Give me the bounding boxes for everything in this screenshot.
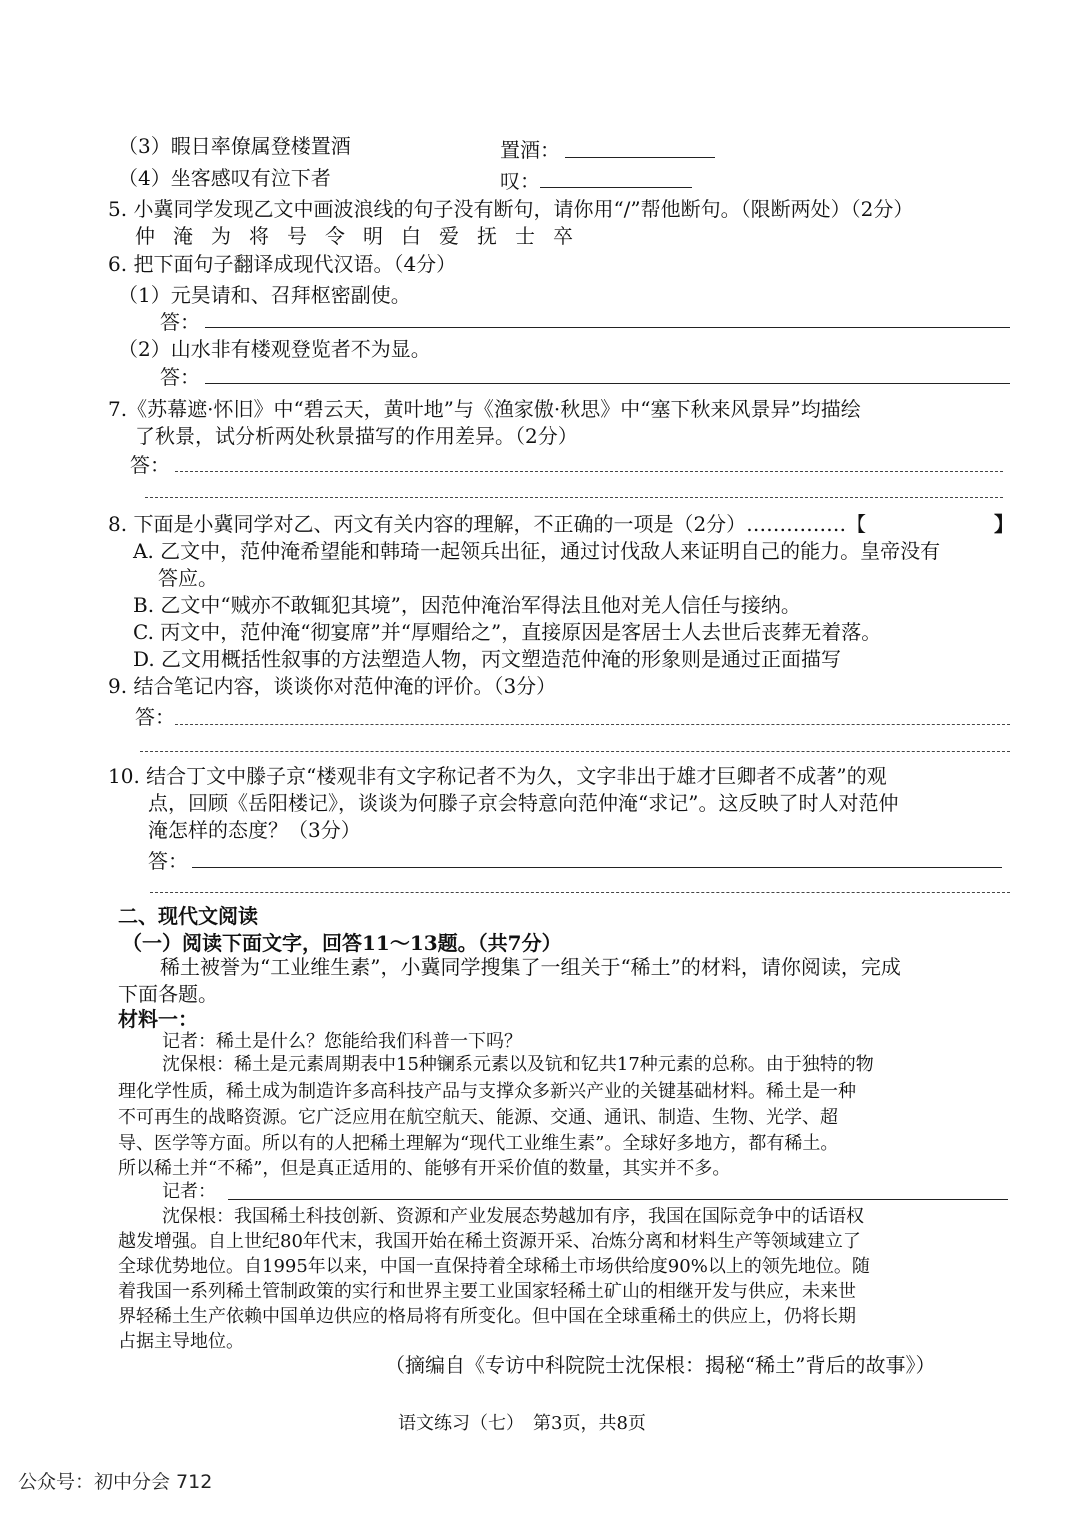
q6-item-1: （1）元昊请和、召拜枢密副使。 xyxy=(118,283,411,307)
article-source: （摘编自《专访中科院院士沈保根：揭秘“稀土”背后的故事》） xyxy=(385,1353,936,1377)
q7-line-2: 了秋景，试分析两处秋景描写的作用差异。（2分） xyxy=(135,424,578,448)
reporter-question-1: 记者：稀土是什么？您能给我们科普一下吗？ xyxy=(162,1031,522,1052)
q6-item-2-answer-label: 答： xyxy=(160,365,200,389)
answer-2-line-3: 全球优势地位。自1995年以来，中国一直保持着全球稀土市场供给度90%以上的领先地位。随 xyxy=(118,1256,870,1277)
section-2-intro-1: 稀土被誉为“工业维生素”，小冀同学搜集了一组关于“稀土”的材料，请你阅读，完成 xyxy=(160,955,901,979)
q4-item-4: （4）坐客感叹有泣下者 xyxy=(118,166,331,190)
q5-sentence: 仲淹为将号令明白爱抚士卒 xyxy=(135,224,591,248)
q9-stem: 9. 结合笔记内容，谈谈你对范仲淹的评价。（3分） xyxy=(108,674,557,698)
q6-item-1-answer-label: 答： xyxy=(160,310,200,334)
q5-stem: 5. 小冀同学发现乙文中画波浪线的句子没有断句，请你用“/”帮他断句。（限断两处）（2分） xyxy=(108,197,914,221)
reporter-2-answer-line[interactable] xyxy=(228,1199,1008,1200)
q8-option-c: C. 丙文中，范仲淹“彻宴席”并“厚赗给之”，直接原因是客居士人去世后丧葬无着落。 xyxy=(133,620,882,644)
section-2-heading: 二、现代文阅读 xyxy=(118,904,258,928)
q4-item-3-label: 置酒： xyxy=(500,138,560,162)
q4-item-3-blank[interactable] xyxy=(565,157,715,158)
q4-item-4-blank[interactable] xyxy=(540,187,692,188)
q9-answer-label: 答： xyxy=(135,705,175,729)
q7-answer-line-2[interactable] xyxy=(145,497,1003,498)
q10-answer-label: 答： xyxy=(148,849,188,873)
q8-option-d: D. 乙文用概括性叙事的方法塑造人物，丙文塑造范仲淹的形象则是通过正面描写 xyxy=(133,647,842,671)
q10-answer-line-2[interactable] xyxy=(150,892,1010,893)
answer-1-line-2: 理化学性质，稀土成为制造许多高科技产品与支撑众多新兴产业的关键基础材料。稀土是一种 xyxy=(118,1081,856,1102)
watermark-text: 公众号：初中分会 712 xyxy=(18,1471,213,1493)
q4-item-4-label: 叹： xyxy=(500,169,540,193)
reporter-2-label: 记者： xyxy=(162,1181,216,1202)
q10-answer-line-1[interactable] xyxy=(192,867,1002,868)
answer-2-line-4: 着我国一系列稀土管制政策的实行和世界主要工业国家轻稀土矿山的相继开发与供应，未来世 xyxy=(118,1281,856,1302)
q8-answer-bracket-close: 】 xyxy=(994,512,1014,536)
q6-item-2: （2）山水非有楼观登览者不为显。 xyxy=(118,337,431,361)
answer-2-line-6: 占据主导地位。 xyxy=(118,1331,244,1352)
section-2-sub-heading: （一）阅读下面文字，回答11～13题。（共7分） xyxy=(122,931,562,955)
q10-line-2: 点，回顾《岳阳楼记》，谈谈为何滕子京会特意向范仲淹“求记”。这反映了时人对范仲 xyxy=(148,791,899,815)
q8-option-a-cont: 答应。 xyxy=(158,566,218,590)
q8-option-b: B. 乙文中“贼亦不敢辄犯其境”，因范仲淹治军得法且他对羌人信任与接纳。 xyxy=(133,593,801,617)
q7-answer-line-1[interactable] xyxy=(175,471,1003,472)
answer-2-line-2: 越发增强。自上世纪80年代末，我国开始在稀土资源开采、冶炼分离和材料生产等领域建立了 xyxy=(118,1231,861,1252)
q10-line-1: 10. 结合丁文中滕子京“楼观非有文字称记者不为久，文字非出于雄才巨卿者不成著”的观 xyxy=(108,764,887,788)
answer-2-line-5: 界轻稀土生产依赖中国单边供应的格局将有所变化。但中国在全球重稀土的供应上，仍将长期 xyxy=(118,1306,856,1327)
page-footer: 语文练习（七） 第3页，共8页 xyxy=(398,1413,646,1434)
q7-line-1: 7.《苏幕遮·怀旧》中“碧云天，黄叶地”与《渔家傲·秋思》中“塞下秋来风景异”均描绘 xyxy=(108,397,861,421)
q8-option-a: A. 乙文中，范仲淹希望能和韩琦一起领兵出征，通过讨伐敌人来证明自己的能力。皇帝没有 xyxy=(133,539,941,563)
q4-item-3: （3）暇日率僚属登楼置酒 xyxy=(118,134,351,158)
q7-answer-label: 答： xyxy=(130,453,170,477)
q6-item-2-answer-line[interactable] xyxy=(205,383,1010,384)
section-2-intro-2: 下面各题。 xyxy=(118,982,218,1006)
answer-2-line-1: 沈保根：我国稀土科技创新、资源和产业发展态势越加有序，我国在国际竞争中的话语权 xyxy=(162,1206,864,1227)
q9-answer-line-2[interactable] xyxy=(140,751,1010,752)
answer-1-line-1: 沈保根：稀土是元素周期表中15种镧系元素以及钪和钇共17种元素的总称。由于独特的物 xyxy=(162,1054,874,1075)
answer-1-line-3: 不可再生的战略资源。它广泛应用在航空航天、能源、交通、通讯、制造、生物、光学、超 xyxy=(118,1107,838,1128)
answer-1-line-5: 所以稀土并“不稀”，但是真正适用的、能够有开采价值的数量，其实并不多。 xyxy=(118,1158,731,1179)
material-1-title: 材料一： xyxy=(118,1007,198,1031)
answer-1-line-4: 导、医学等方面。所以有的人把稀土理解为“现代工业维生素”。全球好多地方，都有稀土。 xyxy=(118,1133,839,1154)
q10-line-3: 淹怎样的态度？（3分） xyxy=(148,818,361,842)
q8-stem: 8. 下面是小冀同学对乙、丙文有关内容的理解，不正确的一项是（2分）……………【 xyxy=(108,512,867,536)
q9-answer-line-1[interactable] xyxy=(175,724,1010,725)
q6-item-1-answer-line[interactable] xyxy=(205,327,1010,328)
q6-stem: 6. 把下面句子翻译成现代汉语。（4分） xyxy=(108,252,457,276)
